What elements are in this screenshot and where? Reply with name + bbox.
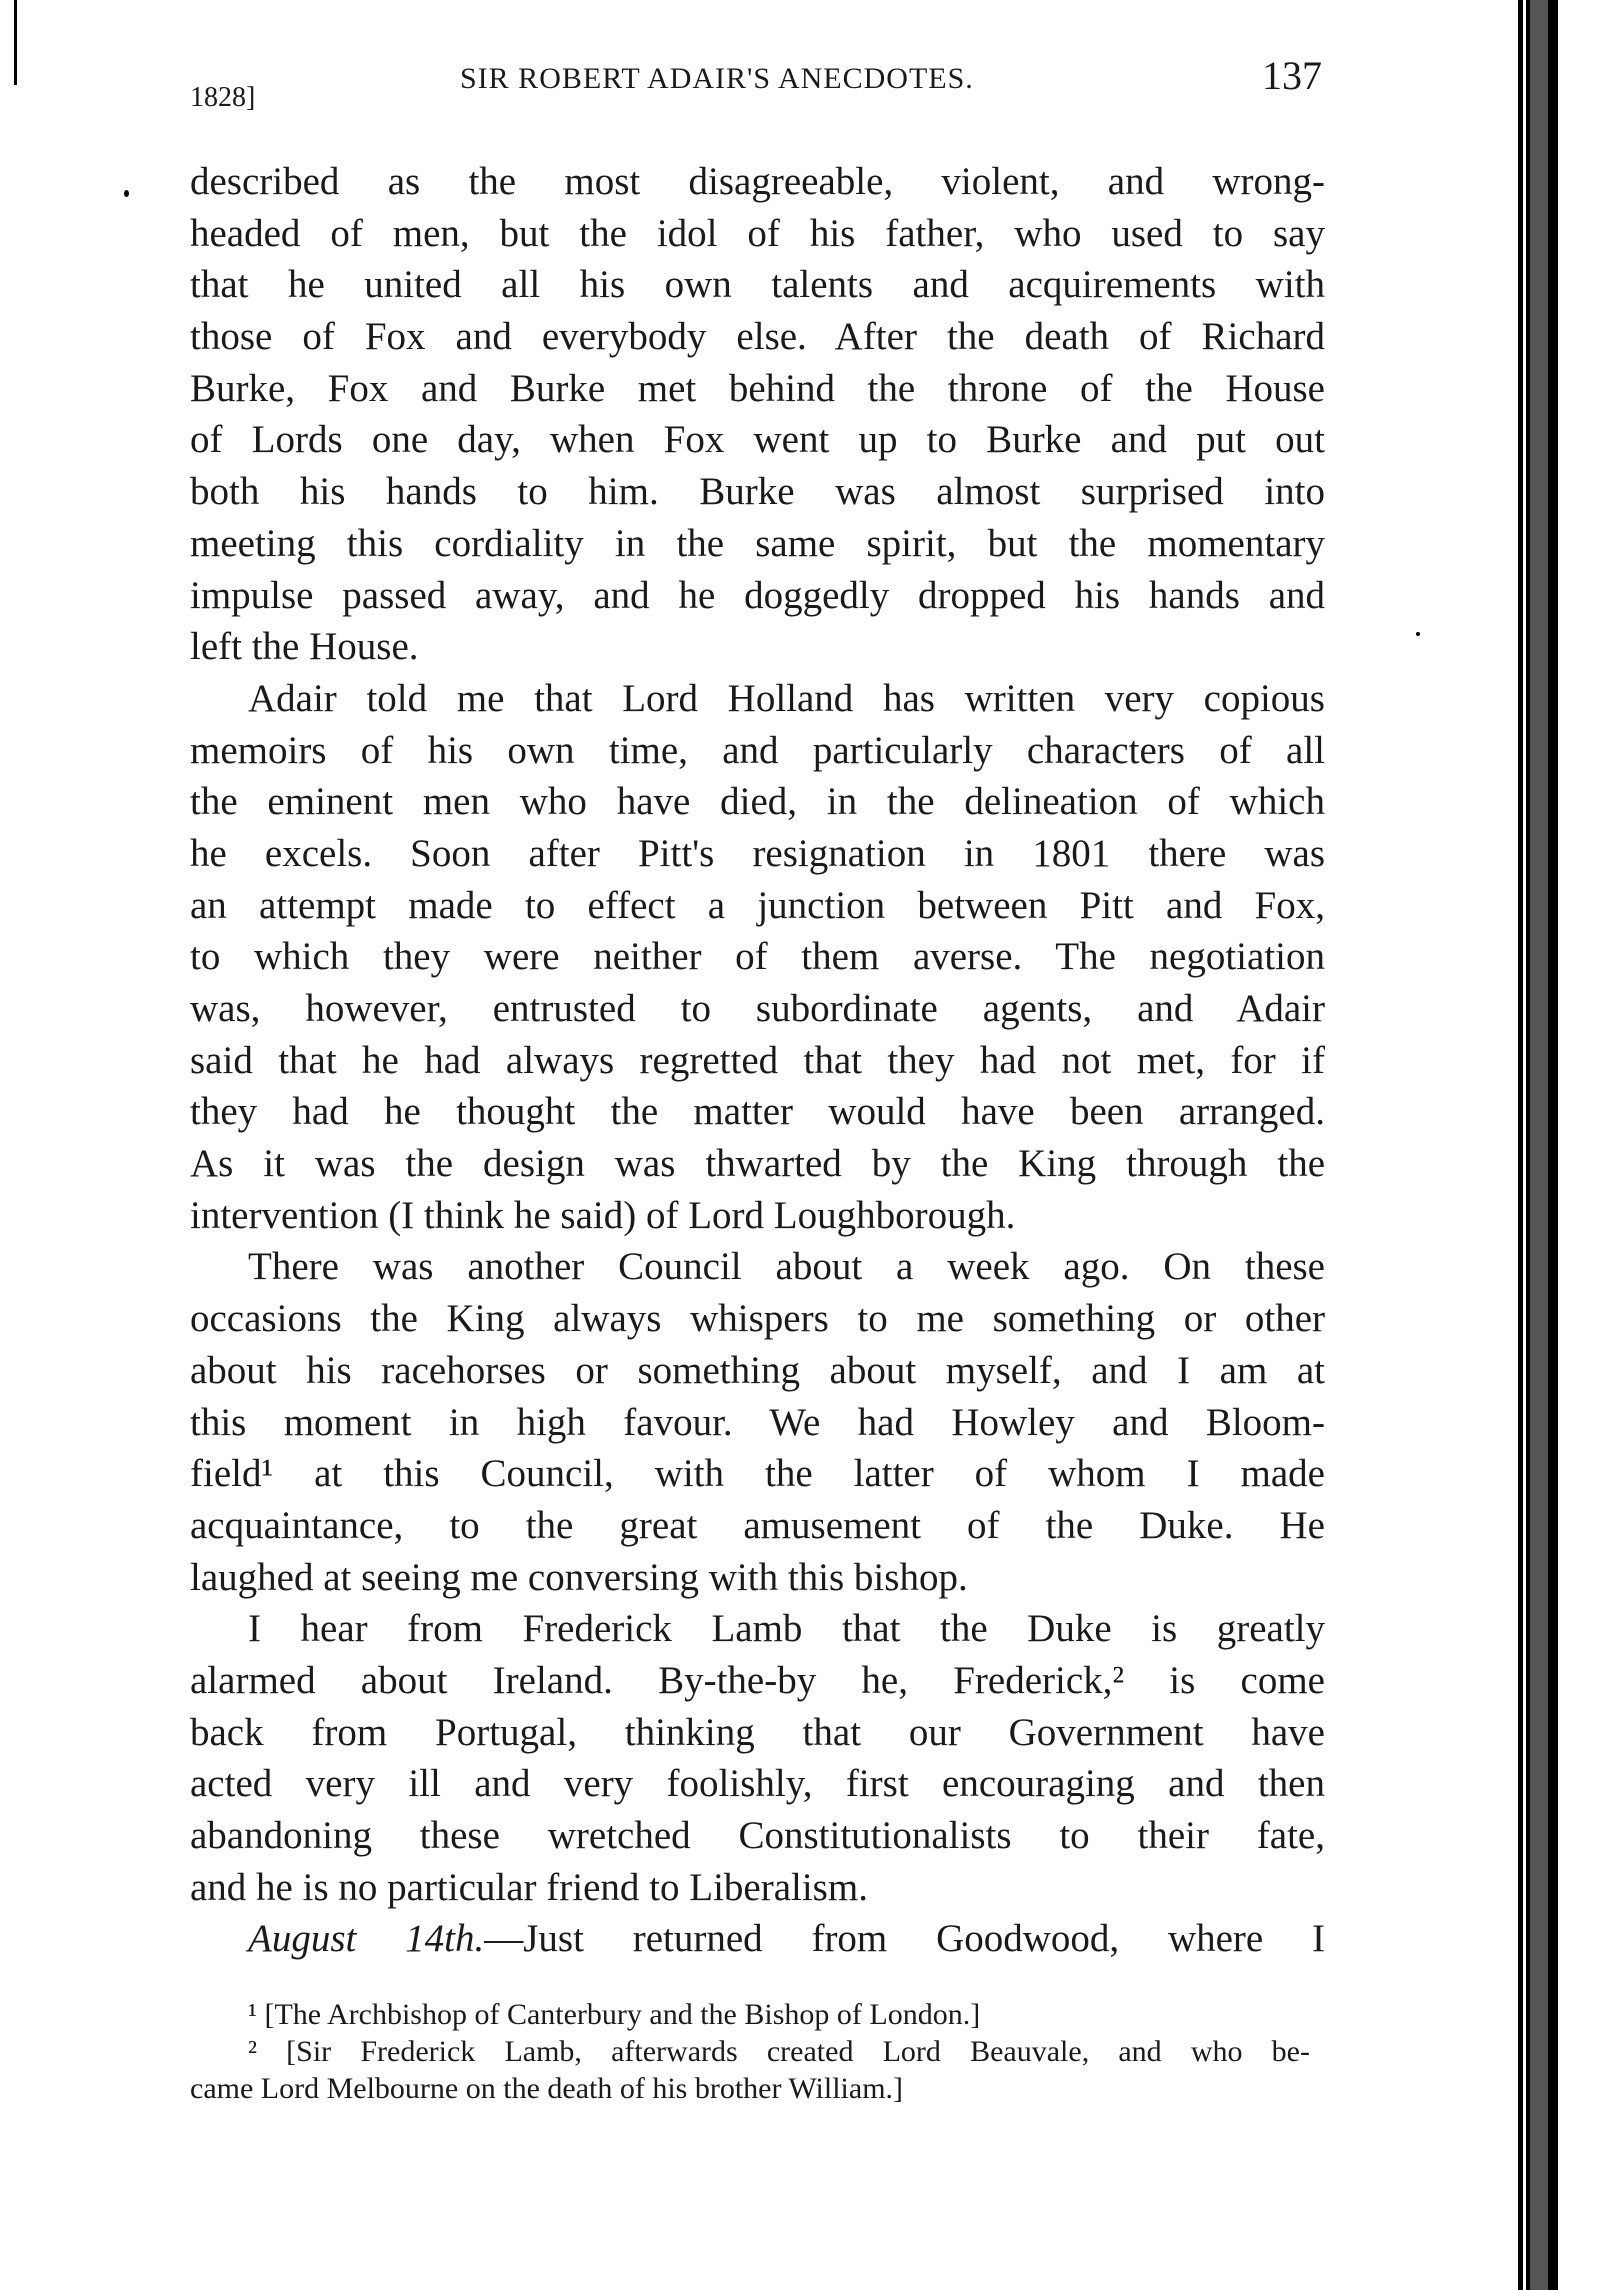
text-line: I hear from Frederick Lamb that the Duke is greatly bbox=[248, 1607, 1325, 1651]
text-line: field¹ at this Council, with the latter of whom I made bbox=[190, 1452, 1325, 1496]
running-head-year: 1828] bbox=[190, 82, 256, 113]
paragraph bbox=[190, 1913, 1325, 1965]
text-line: Burke, Fox and Burke met behind the throne of the House bbox=[190, 366, 1325, 410]
text-line: about his racehorses or something about myself, and I am at bbox=[190, 1348, 1325, 1392]
paragraph bbox=[190, 1603, 1325, 1913]
paragraph bbox=[190, 673, 1325, 1242]
text-line: was, however, entrusted to subordinate agents, and Adair bbox=[190, 987, 1325, 1030]
paragraph bbox=[190, 156, 1325, 673]
footnotes bbox=[190, 1996, 1310, 2107]
text-line: intervention (I think he said) of Lord Loughborough. bbox=[190, 1193, 1016, 1237]
text-line: described as the most disagreeable, violent, and wrong- bbox=[190, 160, 1325, 203]
footnote-line: ¹ [The Archbishop of Canterbury and the Bishop of London.] bbox=[248, 1998, 981, 2031]
text-line: laughed at seeing me conversing with this bishop. bbox=[190, 1555, 968, 1599]
footnote-line: came Lord Melbourne on the death of his brother William.] bbox=[190, 2072, 904, 2105]
page-number: 137 bbox=[1262, 53, 1322, 98]
text-line: left the House. bbox=[190, 625, 419, 669]
date-lead-in: August 14th. bbox=[248, 1917, 485, 1961]
text-line: they had he thought the matter would have been arranged. bbox=[190, 1090, 1325, 1134]
paragraph bbox=[190, 1241, 1325, 1603]
scan-edge-mark bbox=[14, 0, 17, 85]
scan-speck bbox=[124, 190, 129, 197]
body-text bbox=[190, 156, 1325, 1965]
text-line: of Lords one day, when Fox went up to Burke and put out bbox=[190, 418, 1325, 462]
text-line: acquaintance, to the great amusement of the Duke. He bbox=[190, 1503, 1325, 1547]
text-line: and he is no particular friend to Liberalism. bbox=[190, 1865, 868, 1909]
scan-speck bbox=[1416, 632, 1420, 636]
text-line: this moment in high favour. We had Howley and Bloom- bbox=[190, 1400, 1325, 1444]
text-line: meeting this cordiality in the same spirit, but the momentary bbox=[190, 521, 1325, 565]
text-line: the eminent men who have died, in the delineation of which bbox=[190, 780, 1325, 824]
text-line: he excels. Soon after Pitt's resignation in 1801 there was bbox=[190, 831, 1325, 875]
text-line: an attempt made to effect a junction between Pitt and Fox, bbox=[190, 883, 1325, 927]
text-line: that he united all his own talents and acquirements with bbox=[190, 263, 1325, 307]
text-line: said that he had always regretted that they had not met, for if bbox=[190, 1038, 1325, 1082]
text-line: There was another Council about a week ago. On these bbox=[248, 1245, 1325, 1289]
text-line: Adair told me that Lord Holland has written very copious bbox=[248, 676, 1325, 720]
text-line: both his hands to him. Burke was almost surprised into bbox=[190, 470, 1325, 514]
text-line: acted very ill and very foolishly, first encouraging and then bbox=[190, 1762, 1325, 1806]
footnote-line: ² [Sir Frederick Lamb, afterwards created Lord Beauvale, and who be- bbox=[248, 2035, 1310, 2068]
text-line: As it was the design was thwarted by the King through the bbox=[190, 1142, 1325, 1186]
text-line: headed of men, but the idol of his father, who used to say bbox=[190, 211, 1325, 255]
text-line: August 14th.—Just returned from Goodwood, where I bbox=[248, 1917, 1326, 1961]
text-line: abandoning these wretched Constitutionalists to their fate, bbox=[190, 1814, 1325, 1857]
text-line: impulse passed away, and he doggedly dropped his hands and bbox=[190, 573, 1325, 617]
book-binding-edge bbox=[1518, 0, 1558, 2290]
text-line: to which they were neither of them averse. The negotiation bbox=[190, 935, 1325, 979]
text-line: alarmed about Ireland. By-the-by he, Frederick,² is come bbox=[190, 1658, 1325, 1702]
running-head-title: SIR ROBERT ADAIR'S ANECDOTES. bbox=[460, 62, 974, 95]
text-line: occasions the King always whispers to me something or other bbox=[190, 1297, 1325, 1341]
text-line: those of Fox and everybody else. After the death of Richard bbox=[190, 315, 1325, 359]
text-line: memoirs of his own time, and particularly characters of all bbox=[190, 728, 1325, 772]
text-line: back from Portugal, thinking that our Government have bbox=[190, 1710, 1325, 1754]
